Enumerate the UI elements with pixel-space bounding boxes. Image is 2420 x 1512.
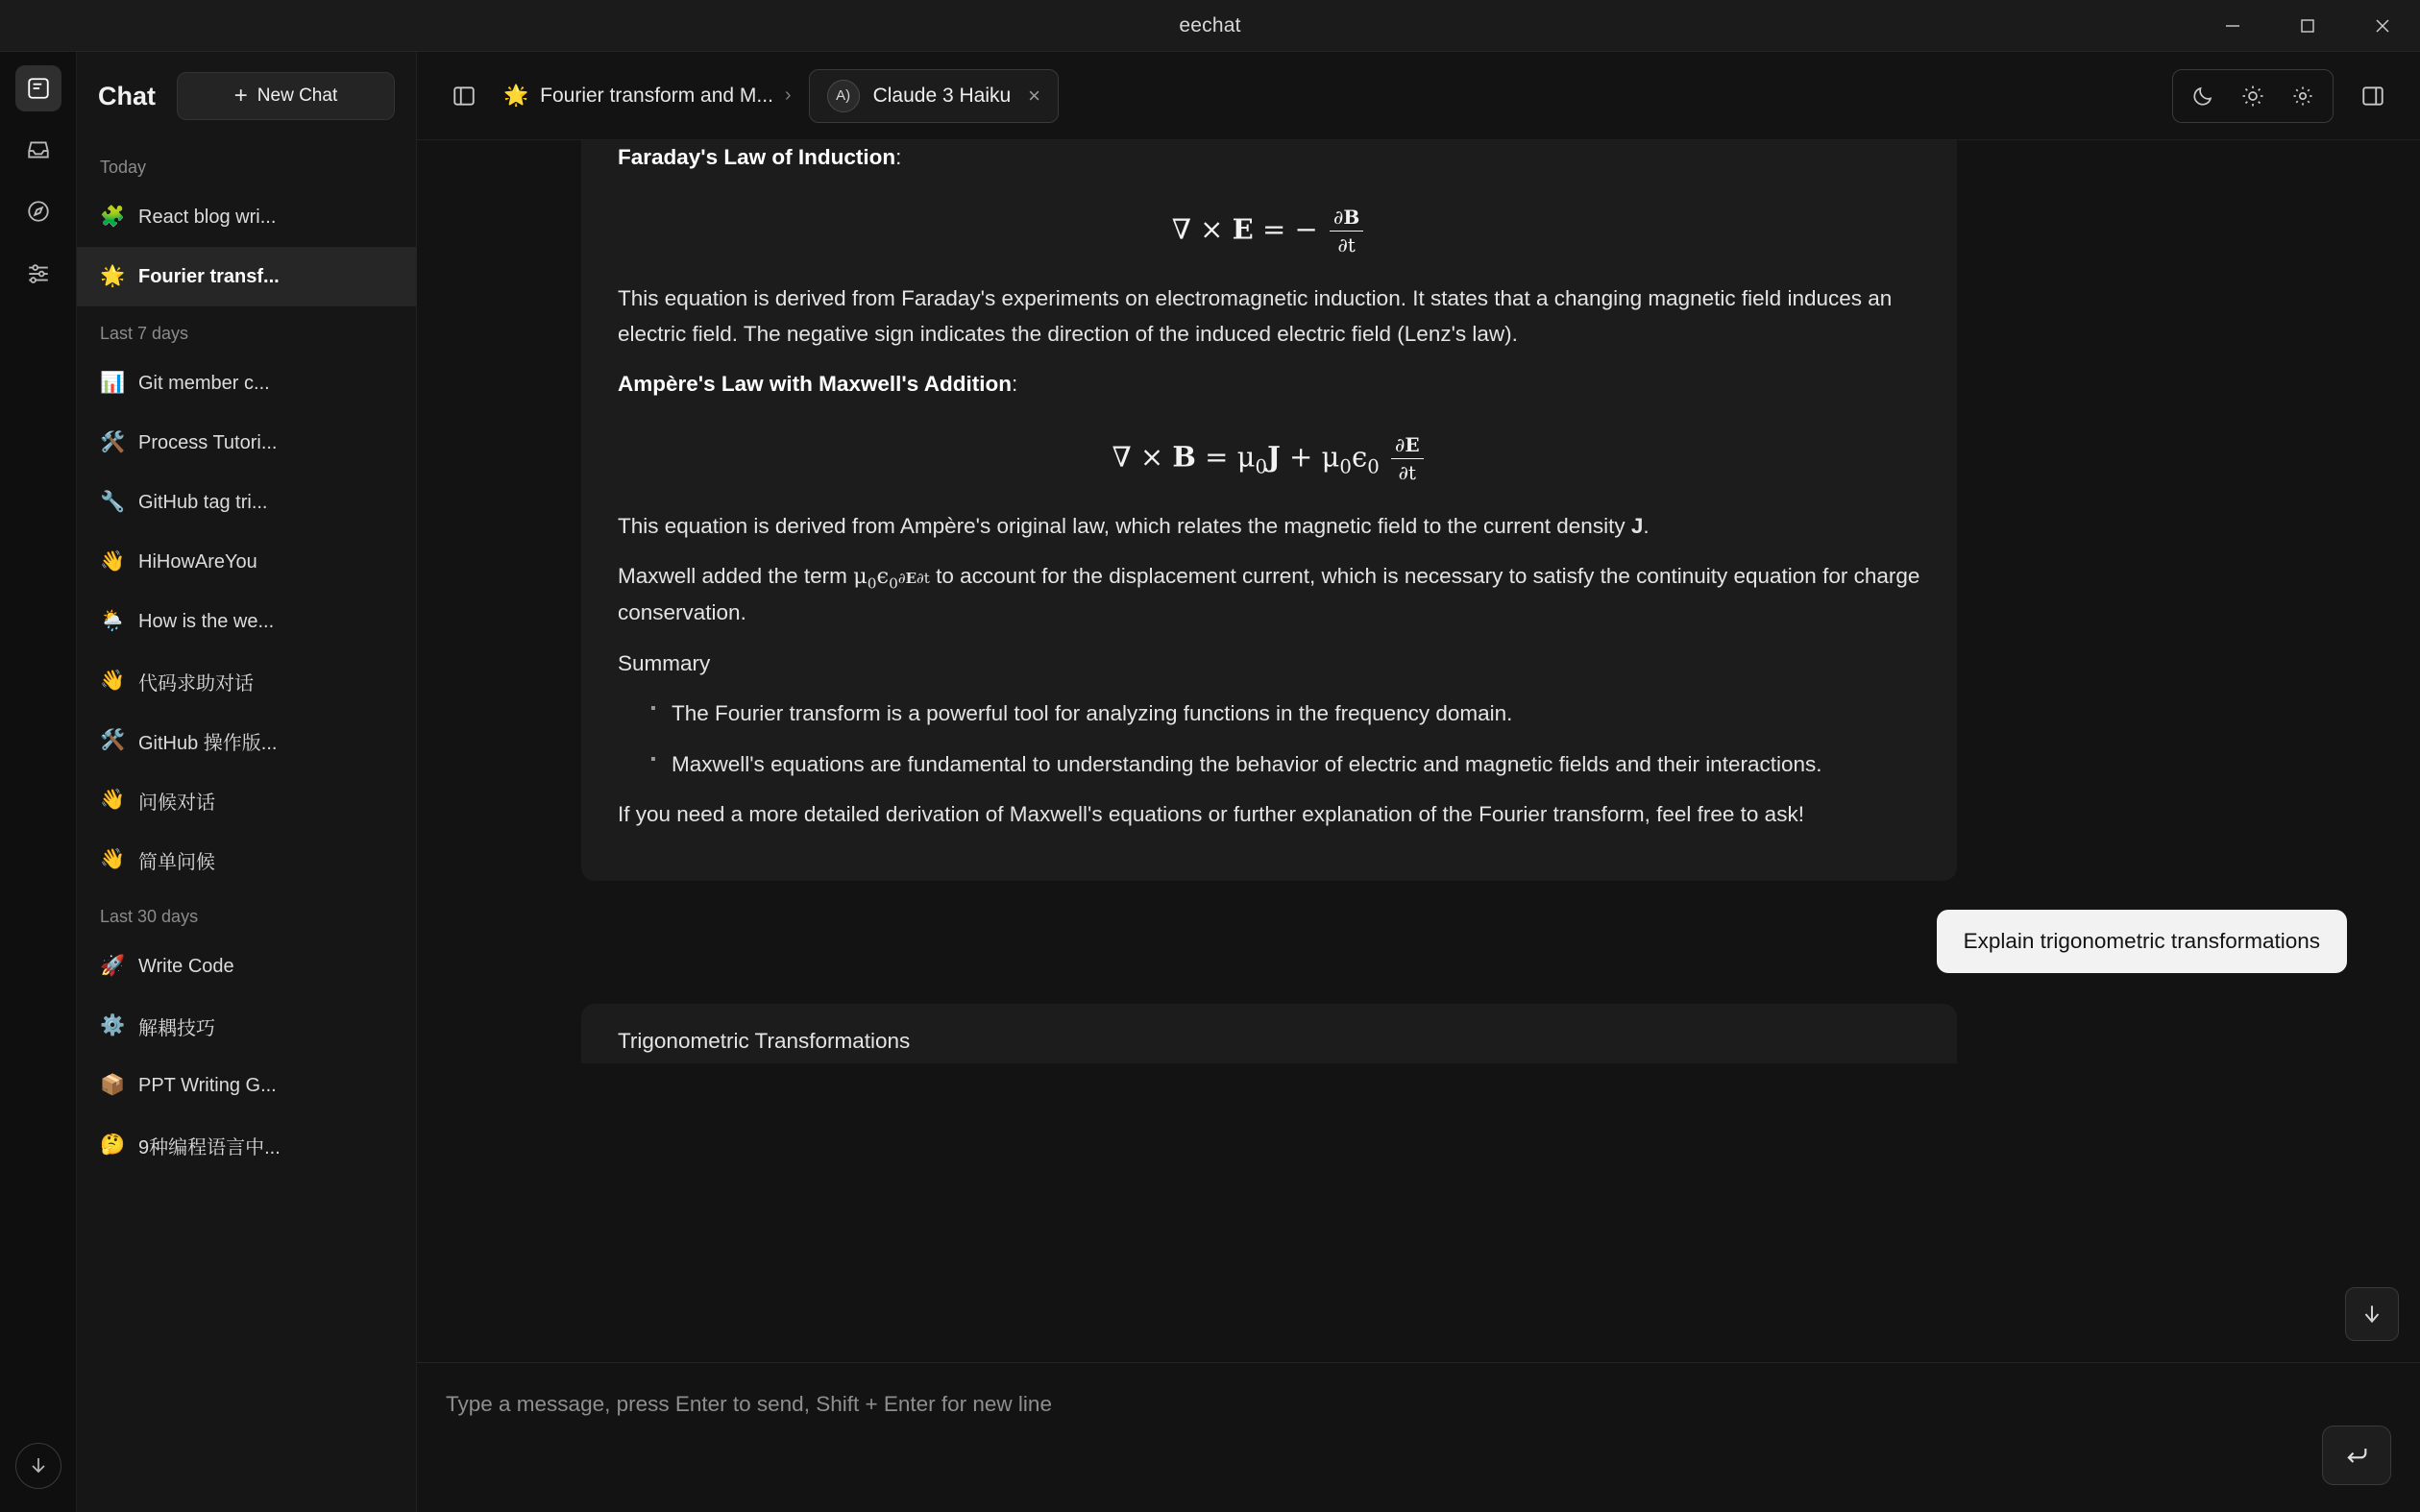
maxwell-paragraph-part2: to account for the displacement current, which is necessary to satisfy the continuity equation for charge conservation. (618, 564, 1920, 625)
sun-icon[interactable] (2231, 74, 2275, 118)
weather-icon: 🌦️ (100, 610, 126, 632)
chat-item-hihowareyou[interactable] (77, 532, 416, 592)
sidebar (77, 52, 417, 1512)
theme-switcher (2172, 69, 2334, 123)
next-message-title: Trigonometric Transformations (618, 1028, 911, 1053)
breadcrumb-title: Fourier transform and M... (540, 84, 773, 107)
rocket-icon: 🚀 (100, 955, 126, 977)
chat-item-label: 解耦技巧 (138, 1017, 215, 1039)
group-label-last-7-days: Last 7 days (100, 324, 189, 343)
chat-item-label: GitHub 操作版... (138, 732, 278, 754)
chat-item-nine-languages[interactable] (77, 1115, 416, 1175)
summary-heading: Summary (618, 650, 711, 675)
star-icon: 🌟 (100, 265, 126, 287)
chat-history-list[interactable] (77, 140, 416, 1512)
closing-paragraph: If you need a more detailed derivation of Maxwell's equations or further explanation of the Fourier transform, feel free to ask! (618, 802, 1804, 827)
window-body (0, 52, 2420, 1512)
current-density-symbol: J (1630, 513, 1644, 538)
faraday-equation: ∇ × E = − $\frac{\partial B}{\partial t}$ (618, 184, 1920, 281)
panel-left-icon[interactable] (442, 74, 486, 118)
wave-icon: 👋 (100, 789, 126, 811)
chat-item-label: 问候对话 (138, 792, 215, 814)
fraction-numerator: ∂E (1391, 433, 1424, 459)
tools-icon: 🛠️ (100, 729, 126, 751)
plus-icon: + (233, 83, 248, 109)
panel-right-icon[interactable] (2351, 74, 2395, 118)
chat-item-label: HiHowAreYou (138, 550, 257, 573)
close-icon[interactable]: × (1028, 83, 1041, 108)
inbox-icon[interactable] (15, 127, 61, 173)
thinking-icon: 🤔 (100, 1134, 126, 1156)
maximize-icon[interactable] (2270, 0, 2345, 52)
new-chat-label: New Chat (257, 85, 338, 106)
breadcrumb[interactable] (503, 85, 792, 108)
chat-item-simple-greeting[interactable] (77, 830, 416, 890)
chat-item-label: Process Tutori... (138, 431, 278, 453)
download-arrow-icon[interactable] (15, 1443, 61, 1489)
puzzle-icon: 🧩 (100, 206, 126, 228)
model-name: Claude 3 Haiku (872, 84, 1012, 107)
chat-item-github-tag[interactable] (77, 473, 416, 532)
fraction-denominator: ∂t (1398, 460, 1416, 484)
title-bar (0, 0, 2420, 52)
message-input[interactable] (446, 1390, 2391, 1417)
faraday-paragraph: This equation is derived from Faraday's experiments on electromagnetic induction. It states that a changing magnetic field induces an electric field. The negative sign indicates the direction of the induced electric field (Lenz's law). (618, 286, 1893, 346)
window-controls (2195, 0, 2420, 52)
chat-item-ppt-writing[interactable] (77, 1056, 416, 1115)
chat-item-label: Fourier transf... (138, 265, 280, 287)
assistant-message (581, 140, 1957, 881)
chevron-right-icon: › (784, 85, 792, 106)
next-assistant-message (581, 1004, 1957, 1063)
faraday-heading-line (618, 140, 1920, 175)
gear-icon[interactable] (2281, 74, 2325, 118)
top-bar (417, 52, 2420, 140)
main-panel (417, 52, 2420, 1512)
chat-item-react-blog[interactable] (77, 187, 416, 247)
chat-item-fourier-transform[interactable] (77, 247, 416, 306)
chat-item-git-member[interactable] (77, 354, 416, 413)
maxwell-inline-equation: $\mu_0\epsilon_0\partial E\partial t$ (853, 564, 930, 593)
chat-item-label: PPT Writing G... (138, 1074, 277, 1096)
chat-item-code-help[interactable] (77, 651, 416, 711)
scroll-to-bottom-button[interactable] (2345, 1287, 2399, 1341)
chat-item-process-tutorial[interactable] (77, 413, 416, 473)
ampere-equation: ∇ × $B = \mu_0J + \mu_0\epsilon_0$ $\frac{\partial E}{\partial t}$ (618, 412, 1920, 509)
ampere-heading-line (618, 367, 1920, 402)
chat-item-label: 简单问候 (138, 851, 215, 873)
user-message-row (442, 910, 2395, 973)
ampere-paragraph (618, 509, 1920, 544)
star-icon: 🌟 (503, 84, 529, 107)
chat-item-how-is-weather[interactable] (77, 592, 416, 651)
group-label-today: Today (100, 158, 147, 177)
icon-rail (0, 52, 77, 1512)
wave-icon: 👋 (100, 848, 126, 870)
fraction-numerator: ∂B (1330, 206, 1363, 232)
chat-item-label: Git member c... (138, 372, 270, 394)
list-item: ▪ Maxwell's equations are fundamental to understanding the behavior of electric and magnetic fields and their interactions. (650, 747, 1920, 782)
page-title: Chat (98, 81, 156, 110)
sidebar-header (77, 52, 416, 140)
list-item: ▪ The Fourier transform is a powerful tool for analyzing functions in the frequency domain. (650, 696, 1920, 731)
wrench-icon: 🔧 (100, 491, 126, 513)
ampere-paragraph-part1: This equation is derived from Ampère's original law, which relates the magnetic field to the current density (618, 513, 1631, 538)
chart-icon: 📊 (100, 372, 126, 394)
gear-icon: ⚙️ (100, 1014, 126, 1036)
compass-icon[interactable] (15, 188, 61, 234)
chat-item-label: 9种编程语言中... (138, 1136, 281, 1158)
package-icon: 📦 (100, 1074, 126, 1096)
tools-icon: 🛠️ (100, 431, 126, 453)
chat-item-greeting-dialog[interactable] (77, 770, 416, 830)
faraday-heading-colon: : (895, 145, 902, 169)
maxwell-paragraph (618, 559, 1920, 631)
model-selector[interactable] (809, 69, 1059, 123)
model-avatar: A) (827, 80, 860, 112)
chat-item-decoupling[interactable] (77, 996, 416, 1056)
window-title: eechat (1179, 13, 1241, 37)
rail-bottom-group (15, 1443, 61, 1489)
message-composer (417, 1362, 2420, 1512)
close-icon[interactable] (2345, 0, 2420, 52)
ampere-paragraph-part2: . (1643, 513, 1650, 538)
ampere-heading-colon: : (1011, 372, 1018, 397)
chat-item-label: 代码求助对话 (138, 672, 254, 695)
chat-item-write-code[interactable] (77, 937, 416, 996)
send-button[interactable] (2322, 1426, 2391, 1485)
maxwell-paragraph-part1: Maxwell added the term (618, 564, 854, 589)
conversation-scroll[interactable] (417, 140, 2420, 1362)
chat-item-label: GitHub tag tri... (138, 491, 268, 513)
user-message: Explain trigonometric transformations (1937, 910, 2347, 973)
faraday-heading: Faraday's Law of Induction (618, 145, 896, 169)
fraction-denominator: ∂t (1337, 233, 1356, 257)
app-logo-icon[interactable] (15, 65, 61, 111)
new-chat-button[interactable] (177, 72, 395, 120)
chat-item-label: How is the we... (138, 610, 275, 632)
ampere-heading: Ampère's Law with Maxwell's Addition (618, 372, 1012, 397)
chat-item-label: Write Code (138, 955, 234, 977)
equation-fraction (1391, 433, 1424, 484)
chat-item-github-ops[interactable] (77, 711, 416, 770)
wave-icon: 👋 (100, 670, 126, 692)
group-label-last-30-days: Last 30 days (100, 907, 199, 926)
sliders-icon[interactable] (15, 250, 61, 296)
wave-icon: 👋 (100, 550, 126, 573)
equation-fraction (1330, 206, 1363, 256)
minimize-icon[interactable] (2195, 0, 2270, 52)
chat-item-label: React blog wri... (138, 206, 277, 228)
summary-list (618, 696, 1920, 782)
moon-icon[interactable] (2181, 74, 2225, 118)
